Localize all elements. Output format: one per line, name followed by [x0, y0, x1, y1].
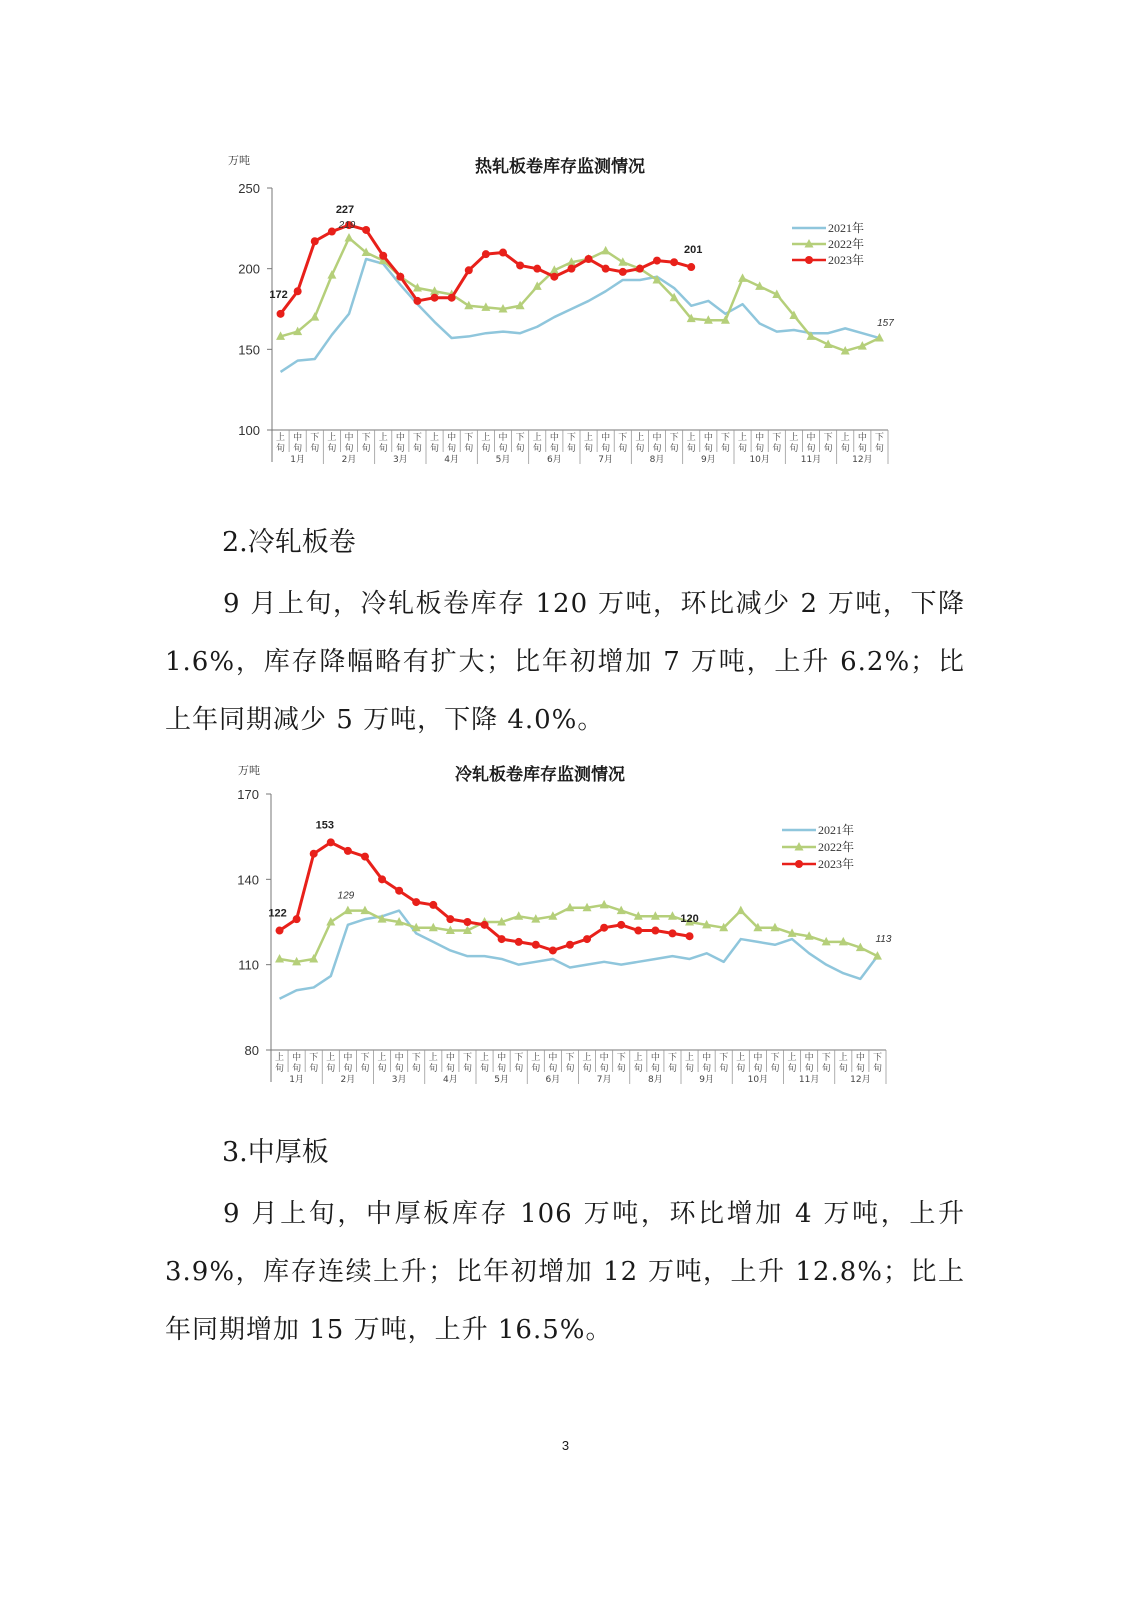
- y-tick-label: 140: [237, 872, 259, 888]
- x-tick-label: 上: [738, 433, 748, 443]
- data-point-2023年: [668, 929, 676, 937]
- data-point-2023年: [293, 915, 301, 923]
- month-label: 7月: [596, 1075, 612, 1085]
- x-tick-label: 上: [685, 1053, 695, 1063]
- x-tick-label: 下: [412, 433, 422, 443]
- x-tick-label: 旬: [789, 444, 799, 454]
- x-tick-label: 旬: [584, 444, 594, 454]
- data-point-2023年: [429, 901, 437, 909]
- x-tick-label: 下: [515, 433, 525, 443]
- x-tick-label: 中: [293, 433, 303, 443]
- x-tick-label: 旬: [377, 1064, 387, 1074]
- x-tick-label: 中: [344, 433, 354, 443]
- data-point-2023年: [395, 887, 403, 895]
- x-tick-label: 下: [616, 1053, 626, 1063]
- x-tick-label: 下: [823, 433, 833, 443]
- legend-label: 2023年: [818, 857, 855, 871]
- cold-rolled-chart-svg: [0, 752, 1131, 1087]
- data-label: 153: [315, 819, 334, 832]
- x-tick-label: 下: [770, 1053, 780, 1063]
- x-tick-label: 中: [343, 1053, 353, 1063]
- series-line-2021年: [281, 259, 880, 372]
- data-point-2023年: [634, 927, 642, 935]
- x-tick-label: 旬: [650, 1064, 660, 1074]
- data-point-2023年: [617, 921, 625, 929]
- x-tick-label: 中: [755, 433, 765, 443]
- data-point-2022年: [514, 911, 523, 920]
- x-tick-label: 旬: [514, 1064, 524, 1074]
- x-tick-label: 旬: [326, 1064, 336, 1074]
- data-label: 129: [337, 890, 355, 902]
- y-tick-label: 200: [238, 261, 260, 277]
- x-tick-label: 旬: [430, 444, 440, 454]
- data-point-2023年: [515, 938, 523, 946]
- x-tick-label: 旬: [823, 444, 833, 454]
- x-tick-label: 上: [582, 1053, 592, 1063]
- series-line-2023年: [281, 225, 692, 314]
- month-label: 9月: [699, 1075, 714, 1085]
- month-label: 6月: [545, 1075, 561, 1085]
- x-tick-label: 旬: [753, 1064, 763, 1074]
- month-label: 1月: [289, 1075, 304, 1085]
- x-tick-label: 中: [753, 1053, 763, 1063]
- data-point-2022年: [738, 273, 747, 282]
- data-point-2023年: [378, 875, 386, 883]
- x-tick-label: 下: [872, 1053, 882, 1063]
- month-label: 12月: [852, 455, 873, 465]
- data-point-2022年: [327, 270, 336, 279]
- data-label: 227: [335, 204, 355, 217]
- x-tick-label: 旬: [806, 444, 816, 454]
- legend-label: 2023年: [828, 253, 865, 267]
- x-tick-label: 中: [548, 1053, 558, 1063]
- x-tick-label: 中: [855, 1053, 865, 1063]
- data-point-2023年: [651, 927, 659, 935]
- x-tick-label: 上: [276, 433, 286, 443]
- x-tick-label: 旬: [566, 444, 576, 454]
- x-tick-label: 旬: [652, 444, 662, 454]
- x-tick-label: 旬: [394, 1064, 404, 1074]
- month-label: 5月: [494, 1075, 509, 1085]
- x-tick-label: 下: [565, 1053, 575, 1063]
- x-tick-label: 上: [787, 1053, 797, 1063]
- month-label: 2月: [340, 1075, 356, 1085]
- x-tick-label: 旬: [669, 444, 679, 454]
- section-heading-medium-plate: 3.中厚板: [222, 1137, 329, 1168]
- month-label: 8月: [649, 455, 665, 465]
- x-tick-label: 旬: [310, 444, 320, 454]
- x-tick-label: 旬: [361, 444, 371, 454]
- y-tick-label: 80: [244, 1043, 259, 1058]
- x-tick-label: 旬: [787, 1064, 797, 1074]
- data-point-2022年: [310, 312, 319, 321]
- month-label: 11月: [800, 455, 822, 465]
- month-label: 3月: [391, 1075, 407, 1085]
- month-label: 5月: [495, 455, 511, 465]
- x-tick-label: 下: [310, 433, 320, 443]
- x-tick-label: 下: [669, 433, 679, 443]
- month-label: 10月: [747, 1075, 769, 1085]
- data-label: 201: [684, 244, 703, 257]
- y-tick-label: 150: [238, 342, 260, 358]
- x-tick-label: 旬: [327, 444, 337, 454]
- x-tick-label: 旬: [736, 1064, 746, 1074]
- data-point-2022年: [345, 233, 354, 242]
- chart-title: 热轧板卷库存监测情况: [475, 157, 645, 177]
- data-label: 113: [875, 934, 892, 946]
- month-label: 9月: [700, 455, 716, 465]
- x-tick-label: 旬: [293, 444, 303, 454]
- data-point-2023年: [276, 927, 284, 935]
- x-tick-label: 上: [430, 433, 440, 443]
- x-tick-label: 中: [447, 433, 457, 443]
- x-tick-label: 上: [275, 1053, 285, 1063]
- data-point-2023年: [566, 941, 574, 949]
- x-tick-label: 中: [703, 433, 713, 443]
- x-tick-label: 上: [377, 1053, 387, 1063]
- x-tick-label: 中: [857, 433, 867, 443]
- hot-rolled-chart-svg: [0, 140, 1131, 470]
- x-tick-label: 旬: [428, 1064, 438, 1074]
- x-tick-label: 旬: [633, 1064, 643, 1074]
- x-tick-label: 旬: [840, 444, 850, 454]
- data-point-2023年: [396, 273, 404, 281]
- data-point-2023年: [549, 946, 557, 954]
- x-tick-label: 中: [498, 433, 508, 443]
- series-line-2021年: [280, 911, 878, 999]
- x-tick-label: 下: [566, 433, 576, 443]
- month-label: 7月: [598, 455, 614, 465]
- x-tick-label: 下: [618, 433, 628, 443]
- x-tick-label: 旬: [601, 444, 611, 454]
- x-tick-label: 上: [838, 1053, 848, 1063]
- x-tick-label: 上: [736, 1053, 746, 1063]
- x-tick-label: 旬: [481, 444, 491, 454]
- x-tick-label: 旬: [686, 444, 696, 454]
- x-tick-label: 上: [686, 433, 696, 443]
- x-tick-label: 旬: [582, 1064, 592, 1074]
- x-tick-label: 下: [464, 433, 474, 443]
- x-tick-label: 下: [360, 1053, 370, 1063]
- month-label: 10月: [749, 455, 770, 465]
- series-line-2022年: [281, 238, 880, 351]
- data-label: 157: [877, 318, 894, 330]
- x-tick-label: 中: [394, 1053, 404, 1063]
- data-point-2023年: [431, 294, 439, 302]
- legend-label: 2022年: [828, 237, 865, 251]
- x-tick-label: 上: [531, 1053, 541, 1063]
- x-tick-label: 旬: [531, 1064, 541, 1074]
- x-tick-label: 旬: [360, 1064, 370, 1074]
- data-point-2023年: [465, 266, 473, 274]
- x-tick-label: 下: [361, 433, 371, 443]
- data-point-2023年: [686, 932, 694, 940]
- data-point-2023年: [412, 898, 420, 906]
- month-label: 4月: [443, 1075, 458, 1085]
- x-tick-label: 旬: [618, 444, 628, 454]
- legend-label: 2022年: [818, 840, 855, 854]
- x-tick-label: 旬: [616, 1064, 626, 1074]
- x-tick-label: 旬: [411, 1064, 421, 1074]
- x-tick-label: 下: [821, 1053, 831, 1063]
- data-point-2023年: [294, 287, 302, 295]
- x-tick-label: 下: [309, 1053, 319, 1063]
- x-tick-label: 上: [633, 1053, 643, 1063]
- x-tick-label: 旬: [720, 444, 730, 454]
- data-point-2023年: [687, 263, 695, 271]
- x-tick-label: 中: [445, 1053, 455, 1063]
- data-point-2023年: [310, 850, 318, 858]
- hot-rolled-chart: [0, 140, 1131, 470]
- data-point-2023年: [446, 915, 454, 923]
- data-point-2023年: [311, 237, 319, 245]
- data-label: 122: [268, 907, 287, 920]
- y-axis-unit: 万吨: [238, 764, 260, 777]
- legend-label: 2021年: [818, 823, 855, 837]
- x-tick-label: 旬: [703, 444, 713, 454]
- x-tick-label: 旬: [292, 1064, 302, 1074]
- data-label: 120: [680, 913, 699, 926]
- x-tick-label: 旬: [872, 1064, 882, 1074]
- y-tick-label: 250: [238, 181, 260, 196]
- x-tick-label: 上: [327, 433, 337, 443]
- x-tick-label: 下: [772, 433, 782, 443]
- legend-marker: [795, 860, 803, 868]
- data-label: 219: [338, 220, 356, 232]
- x-tick-label: 旬: [635, 444, 645, 454]
- x-tick-label: 旬: [343, 1064, 353, 1074]
- data-point-2023年: [533, 265, 541, 273]
- x-tick-label: 旬: [857, 444, 867, 454]
- x-tick-label: 中: [601, 433, 611, 443]
- y-tick-label: 100: [238, 423, 260, 438]
- data-point-2023年: [532, 941, 540, 949]
- x-tick-label: 上: [584, 433, 594, 443]
- x-tick-label: 旬: [874, 444, 884, 454]
- data-point-2023年: [619, 268, 627, 276]
- x-tick-label: 旬: [855, 1064, 865, 1074]
- data-point-2023年: [653, 257, 661, 265]
- x-tick-label: 旬: [395, 444, 405, 454]
- data-point-2023年: [498, 935, 506, 943]
- x-tick-label: 下: [719, 1053, 729, 1063]
- x-tick-label: 旬: [515, 444, 525, 454]
- data-point-2022年: [600, 900, 609, 909]
- x-tick-label: 旬: [447, 444, 457, 454]
- data-point-2023年: [516, 261, 524, 269]
- x-tick-label: 旬: [838, 1064, 848, 1074]
- data-point-2023年: [636, 265, 644, 273]
- x-tick-label: 旬: [344, 444, 354, 454]
- month-label: 8月: [648, 1075, 663, 1085]
- data-point-2023年: [327, 838, 335, 846]
- page-number: 3: [561, 1438, 570, 1453]
- x-tick-label: 旬: [464, 444, 474, 454]
- data-point-2023年: [567, 265, 575, 273]
- data-point-2023年: [481, 921, 489, 929]
- cold-rolled-chart: [0, 752, 1131, 1087]
- x-tick-label: 中: [395, 433, 405, 443]
- data-point-2023年: [379, 252, 387, 260]
- x-tick-label: 中: [549, 433, 559, 443]
- paragraph-medium-plate: 9 月上旬，中厚板库存 106 万吨，环比增加 4 万吨，上升 3.9%，库存连续上升；比年初增加 12 万吨，上升 12.8%；比上年同期增加 15 万吨，上升 16.5%。: [165, 1199, 965, 1345]
- x-tick-label: 旬: [667, 1064, 677, 1074]
- x-tick-label: 旬: [565, 1064, 575, 1074]
- paragraph-cold-rolled: 9 月上旬，冷轧板卷库存 120 万吨，环比减少 2 万吨，下降 1.6%，库存降幅略有扩大；比年初增加 7 万吨，上升 6.2%；比上年同期减少 5 万吨，下降 4.0%。: [165, 589, 965, 735]
- x-tick-label: 旬: [462, 1064, 472, 1074]
- x-tick-label: 旬: [549, 444, 559, 454]
- x-tick-label: 旬: [378, 444, 388, 454]
- x-tick-label: 旬: [309, 1064, 319, 1074]
- x-tick-label: 上: [789, 433, 799, 443]
- month-label: 6月: [546, 455, 562, 465]
- x-tick-label: 旬: [548, 1064, 558, 1074]
- x-tick-label: 下: [462, 1053, 472, 1063]
- x-tick-label: 中: [702, 1053, 712, 1063]
- x-tick-label: 旬: [276, 444, 286, 454]
- x-tick-label: 中: [806, 433, 816, 443]
- data-point-2023年: [600, 924, 608, 932]
- data-point-2023年: [362, 226, 370, 234]
- data-point-2022年: [601, 246, 610, 255]
- x-tick-label: 中: [292, 1053, 302, 1063]
- data-point-2023年: [550, 273, 558, 281]
- data-point-2023年: [670, 258, 678, 266]
- data-point-2022年: [736, 906, 745, 915]
- y-axis-unit: 万吨: [228, 154, 250, 167]
- section-heading-cold-rolled: 2.冷轧板卷: [222, 527, 356, 558]
- month-label: 3月: [392, 455, 408, 465]
- legend-marker: [805, 256, 813, 264]
- legend-label: 2021年: [828, 221, 865, 235]
- month-label: 2月: [341, 455, 357, 465]
- data-point-2023年: [344, 847, 352, 855]
- x-tick-label: 上: [428, 1053, 438, 1063]
- month-label: 12月: [850, 1075, 871, 1085]
- chart-title: 冷轧板卷库存监测情况: [455, 765, 625, 785]
- x-tick-label: 上: [378, 433, 388, 443]
- x-tick-label: 下: [720, 433, 730, 443]
- x-tick-label: 中: [497, 1053, 507, 1063]
- data-point-2023年: [277, 310, 285, 318]
- month-label: 4月: [444, 455, 460, 465]
- data-point-2023年: [602, 265, 610, 273]
- x-tick-label: 上: [532, 433, 542, 443]
- x-tick-label: 旬: [498, 444, 508, 454]
- x-tick-label: 上: [480, 1053, 490, 1063]
- month-label: 11月: [798, 1075, 820, 1085]
- data-point-2022年: [309, 954, 318, 963]
- x-tick-label: 旬: [772, 444, 782, 454]
- x-tick-label: 旬: [821, 1064, 831, 1074]
- x-tick-label: 上: [635, 433, 645, 443]
- x-tick-label: 旬: [685, 1064, 695, 1074]
- x-tick-label: 旬: [770, 1064, 780, 1074]
- data-point-2023年: [482, 250, 490, 258]
- x-tick-label: 旬: [412, 444, 422, 454]
- data-point-2023年: [448, 294, 456, 302]
- x-tick-label: 旬: [804, 1064, 814, 1074]
- x-tick-label: 旬: [275, 1064, 285, 1074]
- y-tick-label: 110: [238, 957, 259, 973]
- month-label: 1月: [290, 455, 306, 465]
- x-tick-label: 旬: [480, 1064, 490, 1074]
- x-tick-label: 旬: [719, 1064, 729, 1074]
- data-point-2023年: [583, 935, 591, 943]
- data-point-2023年: [585, 255, 593, 263]
- x-tick-label: 上: [326, 1053, 336, 1063]
- data-point-2023年: [328, 228, 336, 236]
- x-tick-label: 旬: [532, 444, 542, 454]
- data-point-2023年: [463, 918, 471, 926]
- series-line-2022年: [280, 905, 878, 962]
- x-tick-label: 中: [599, 1053, 609, 1063]
- data-point-2023年: [499, 249, 507, 257]
- x-tick-label: 上: [840, 433, 850, 443]
- x-tick-label: 下: [667, 1053, 677, 1063]
- x-tick-label: 旬: [599, 1064, 609, 1074]
- x-tick-label: 中: [804, 1053, 814, 1063]
- x-tick-label: 中: [650, 1053, 660, 1063]
- x-tick-label: 旬: [755, 444, 765, 454]
- x-tick-label: 中: [652, 433, 662, 443]
- data-point-2022年: [275, 954, 284, 963]
- x-tick-label: 下: [514, 1053, 524, 1063]
- x-tick-label: 下: [874, 433, 884, 443]
- y-tick-label: 170: [237, 787, 259, 802]
- data-point-2023年: [413, 297, 421, 305]
- x-tick-label: 旬: [497, 1064, 507, 1074]
- data-label: 172: [269, 288, 288, 301]
- x-tick-label: 旬: [702, 1064, 712, 1074]
- data-point-2023年: [361, 853, 369, 861]
- x-tick-label: 旬: [445, 1064, 455, 1074]
- x-tick-label: 旬: [738, 444, 748, 454]
- x-tick-label: 上: [481, 433, 491, 443]
- x-tick-label: 下: [411, 1053, 421, 1063]
